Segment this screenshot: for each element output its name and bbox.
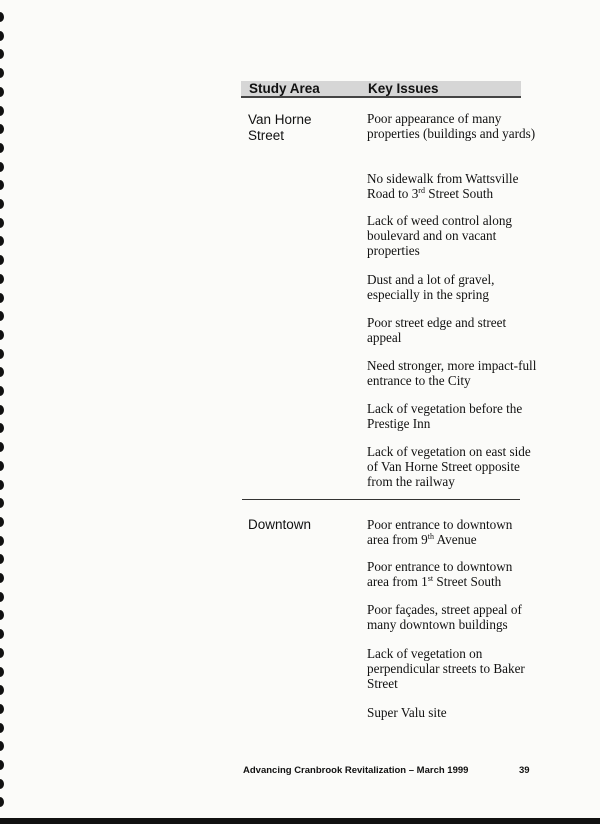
binding-hole [0,704,4,714]
binding-hole [0,143,4,153]
binding-hole [0,405,4,415]
binding-hole [0,442,4,452]
binding-hole [0,741,4,751]
section-divider [242,499,520,500]
binding-hole [0,797,4,807]
issue-item [367,171,537,201]
issue-item: Lack of vegetation on east side of Van Horne Street opposite from the railway [367,444,531,489]
page-number: 39 [519,765,530,776]
header-key-issues: Key Issues [368,81,439,96]
binding-hole [0,779,4,789]
binding-hole [0,218,4,228]
issue-item: Need stronger, more impact-full entrance to the City [367,358,537,388]
binding-hole [0,386,4,396]
issue-item [367,517,537,547]
binding-hole [0,180,4,190]
issue-text: Poor entrance to downtown area from 9 [367,517,513,547]
issue-item: Lack of vegetation on perpendicular streets to Baker Street [367,646,525,691]
binding-hole [0,274,4,284]
study-area-downtown: Downtown [248,517,312,532]
issue-text: Avenue [434,532,477,547]
binding-hole [0,106,4,116]
binding-hole [0,255,4,265]
ordinal-suffix: st [427,574,434,583]
binding-hole [0,592,4,602]
binding-hole [0,124,4,134]
header-study-area: Study Area [249,81,320,96]
binding-hole [0,31,4,41]
binding-hole [0,685,4,695]
table-header [241,81,521,98]
binding-hole [0,760,4,770]
issue-item [367,559,537,589]
binding-hole [0,49,4,59]
issue-text: No sidewalk from Wattsville Road to 3 [367,171,519,201]
issue-item: Dust and a lot of gravel, especially in the spring [367,272,495,302]
binding-hole [0,293,4,303]
binding-hole [0,536,4,546]
binding-hole [0,162,4,172]
footer-title: Advancing Cranbrook Revitalization – March 1999 [243,765,469,776]
binding-holes [0,0,8,824]
binding-hole [0,236,4,246]
binding-hole [0,554,4,564]
binding-hole [0,87,4,97]
binding-hole [0,12,4,22]
binding-hole [0,330,4,340]
study-area-van-horne: Van Horne Street [248,112,312,143]
issue-item: Poor street edge and street appeal [367,315,507,345]
binding-hole [0,367,4,377]
issue-text: Street South [433,574,502,589]
binding-hole [0,629,4,639]
binding-hole [0,723,4,733]
binding-hole [0,349,4,359]
binding-hole [0,573,4,583]
binding-hole [0,498,4,508]
issue-text: Poor entrance to downtown area from 1 [367,559,513,589]
issue-item: Lack of vegetation before the Prestige Inn [367,401,523,431]
ordinal-suffix: th [427,532,435,541]
issue-item: Super Valu site [367,705,447,720]
issue-item: Poor façades, street appeal of many downtown buildings [367,602,522,632]
binding-hole [0,461,4,471]
binding-hole [0,311,4,321]
page-bottom-edge [0,818,600,824]
issue-text: Street South [424,186,494,201]
binding-hole [0,199,4,209]
issue-item: Poor appearance of many properties (buildings and yards) [367,111,536,141]
ordinal-suffix: rd [418,186,425,195]
binding-hole [0,610,4,620]
binding-hole [0,517,4,527]
binding-hole [0,667,4,677]
binding-hole [0,68,4,78]
binding-hole [0,480,4,490]
binding-hole [0,648,4,658]
binding-hole [0,423,4,433]
issue-item: Lack of weed control along boulevard and on vacant properties [367,213,513,258]
